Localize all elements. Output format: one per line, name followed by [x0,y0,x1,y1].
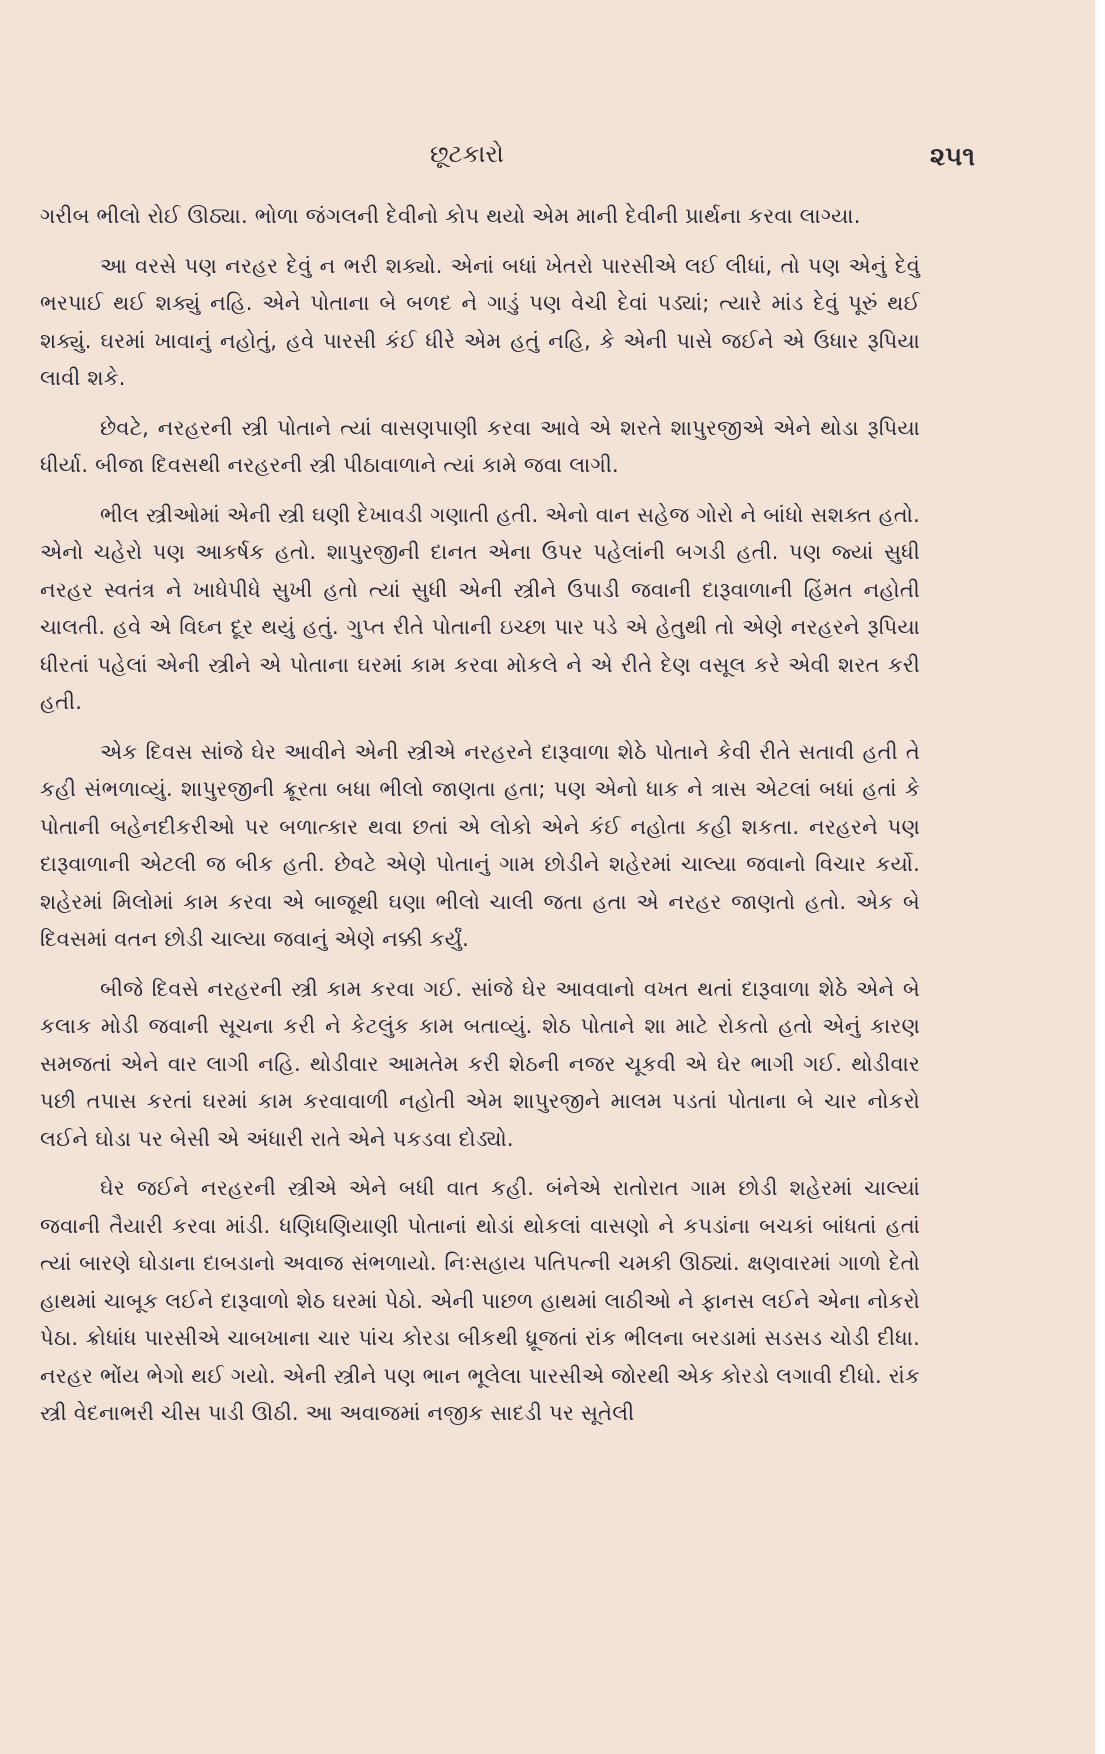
paragraph: બીજે દિવસે નરહરની સ્ત્રી કામ કરવા ગઈ. સાંજે ઘેર આવવાનો વખત થતાં દારૂવાળા શેઠે એને બે કલાક મોડી જવાની સૂચના કરી ને કેટલુંક કામ બતાવ્યું. શેઠ પોતાને શા માટે રોકતો હતો એનું કારણ સમજતાં એને વાર લાગી નહિ. થોડીવાર આમતેમ કરી શેઠની નજર ચૂકવી એ ઘેર ભાગી ગઈ. થોડીવાર પછી તપાસ કરતાં ઘરમાં કામ કરવાવાળી નહોતી એમ શાપુરજીને માલમ પડતાં પોતાના બે ચાર નોકરો લઈને ઘોડા પર બેસી એ અંધારી રાતે એને પકડવા દોડ્યો. [40,976,920,1151]
page-header [0,140,1095,180]
body-text [40,198,920,1445]
paragraph: આ વરસે પણ નરહર દેવું ન ભરી શક્યો. એનાં બધાં ખેતરો પારસીએ લઈ લીધાં, તો પણ એનું દેવું ભરપાઈ થઈ શક્યું નહિ. એને પોતાના બે બળદ ને ગાડું પણ વેચી દેવાં પડ્યાં; ત્યારે માંડ દેવું પૂરું થઈ શક્યું. ઘરમાં ખાવાનું નહોતું, હવે પારસી કંઈ ધીરે એમ હતું નહિ, કે એની પાસે જઈને એ ઉધાર રૂપિયા લાવી શકે. [40,253,920,390]
paragraph: ગરીબ ભીલો રોઈ ઊઠ્યા. ભોળા જંગલની દેવીનો કોપ થયો એમ માની દેવીની પ્રાર્થના કરવા લાગ્યા. [40,204,861,228]
paragraph: એક દિવસ સાંજે ઘેર આવીને એની સ્ત્રીએ નરહરને દારૂવાળા શેઠે પોતાને કેવી રીતે સતાવી હતી તે કહી સંભળાવ્યું. શાપુરજીની ક્રૂરતા બધા ભીલો જાણતા હતા; પણ એનો ધાક ને ત્રાસ એટલાં બધાં હતાં કે પોતાની બહેનદીકરીઓ પર બળાત્કાર થવા છતાં એ લોકો એને કંઈ નહોતા કહી શકતા. નરહરને પણ દારૂવાળાની એટલી જ બીક હતી. છેવટે એણે પોતાનું ગામ છોડીને શહેરમાં ચાલ્યા જવાનો વિચાર કર્યો. શહેરમાં મિલોમાં કામ કરવા એ બાજૂથી ઘણા ભીલો ચાલી જતા હતા એ નરહર જાણતો હતો. એક બે દિવસમાં વતન છોડી ચાલ્યા જવાનું એણે નક્કી કર્યું. [40,739,920,951]
paragraph: ઘેર જઈને નરહરની સ્ત્રીએ એને બધી વાત કહી. બંનેએ રાતોરાત ગામ છોડી શહેરમાં ચાલ્યાં જવાની તૈયારી કરવા માંડી. ધણિધણિયાણી પોતાનાં થોડાં થોકલાં વાસણો ને કપડાંના બચકાં બાંધતાં હતાં ત્યાં બારણે ઘોડાના દાબડાનો અવાજ સંભળાયો. નિઃસહાય પતિપત્ની ચમકી ઊઠ્યાં. ક્ષણવારમાં ગાળો દેતો હાથમાં ચાબૂક લઈને દારૂવાળો શેઠ ઘરમાં પેઠો. એની પાછળ હાથમાં લાઠીઓ ને ફાનસ લઈને એના નોકરો પેઠા. ક્રોધાંધ પારસીએ ચાબખાના ચાર પાંચ કોરડા બીકથી ધ્રૂજતાં રાંક ભીલના બરડામાં સડસડ ચોડી દીધા. નરહર ભોંય ભેગો થઈ ગયો. એની સ્ત્રીને પણ ભાન ભૂલેલા પારસીએ જોરથી એક કોરડો લગાવી દીધો. રાંક સ્ત્રી વેદનાભરી ચીસ પાડી ઊઠી. આ અવાજમાં નજીક સાદડી પર સૂતેલી [40,1176,920,1425]
running-title: છૂટકારો [430,140,504,168]
page-number: ૨૫૧ [929,142,975,172]
paragraph: ભીલ સ્ત્રીઓમાં એની સ્ત્રી ઘણી દેખાવડી ગણાતી હતી. એનો વાન સહેજ ગોરો ને બાંધો સશક્ત હતો. એનો ચહેરો પણ આકર્ષક હતો. શાપુરજીની દાનત એના ઉપર પહેલાંની બગડી હતી. પણ જ્યાં સુધી નરહર સ્વતંત્ર ને ખાધેપીધે સુખી હતો ત્યાં સુધી એની સ્ત્રીને ઉપાડી જવાની દારૂવાળાની હિંમત નહોતી ચાલતી. હવે એ વિઘ્ન દૂર થયું હતું. ગુપ્ત રીતે પોતાની ઇચ્છા પાર પડે એ હેતુથી તો એણે નરહરને રૂપિયા ધીરતાં પહેલાં એની સ્ત્રીને એ પોતાના ઘરમાં કામ કરવા મોકલે ને એ રીતે દેણ વસૂલ કરે એવી શરત કરી હતી. [40,502,920,714]
paragraph: છેવટે, નરહરની સ્ત્રી પોતાને ત્યાં વાસણપાણી કરવા આવે એ શરતે શાપુરજીએ એને થોડા રૂપિયા ધીર્યા. બીજા દિવસથી નરહરની સ્ત્રી પીઠાવાળાને ત્યાં કામે જવા લાગી. [40,415,920,477]
